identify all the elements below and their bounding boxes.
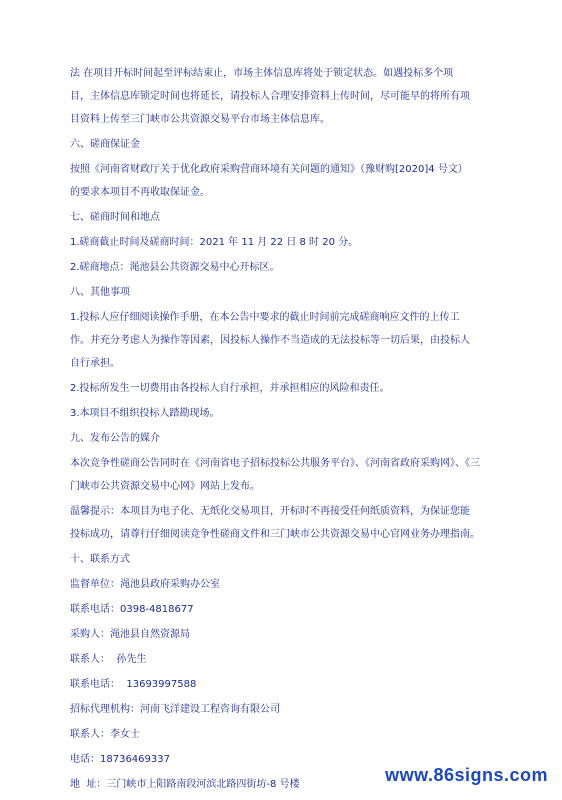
- contact-line: 采购人：渑池县自然资源局: [70, 629, 190, 640]
- paragraph-line: 自行承担。: [70, 358, 120, 369]
- section-heading: 七、磋商时间和地点: [70, 212, 160, 223]
- contact-line: 电话：18736469337: [70, 754, 170, 765]
- paragraph-line: 投标成功，请尊行仔细阅读竞争性磋商文件和三门峡市公共资源交易中心官网业务办理指南。: [70, 529, 480, 540]
- section-heading: 八、其他事项: [70, 287, 130, 298]
- paragraph-line: 2.投标所发生一切费用由各投标人自行承担，并承担相应的风险和责任。: [70, 383, 390, 394]
- contact-line: 联系电话：0398-4818677: [70, 604, 194, 615]
- paragraph-line: 按照《河南省财政厅关于优化政府采购营商环境有关问题的通知》（豫财购[2020]4 号文）: [70, 164, 468, 175]
- paragraph-line: 1.磋商截止时间及磋商时间：2021 年 11 月 22 日 8 时 20 分。: [70, 237, 359, 248]
- section-heading: 九、发布公告的媒介: [70, 433, 160, 444]
- section-heading: 十、联系方式: [70, 554, 130, 565]
- paragraph-line: 目，主体信息库锁定时间也将延长，请投标人合理安排资料上传时间，尽可能早的将所有项: [70, 91, 470, 102]
- contact-line: 联系电话： 13693997588: [70, 679, 197, 690]
- contact-line: 监督单位：渑池县政府采购办公室: [70, 579, 220, 590]
- section-heading: 六、磋商保证金: [70, 139, 140, 150]
- paragraph-line: 温馨提示：本项目为电子化、无纸化交易项目，开标时不再接受任何纸质资料，为保证您能: [70, 506, 470, 517]
- paragraph-line: 2.磋商地点：渑池县公共资源交易中心开标区。: [70, 262, 280, 273]
- contact-line: 联系人：李女士: [70, 729, 140, 740]
- paragraph-line: 1.投标人应仔细阅读操作手册，在本公告中要求的截止时间前完成磋商响应文件的上传工: [70, 312, 460, 323]
- contact-line: 地 址：三门峡市上阳路南段河滨北路四街坊-8 号楼: [70, 779, 300, 790]
- paragraph-line: 本次竞争性磋商公告同时在《河南省电子招标投标公共服务平台》、《河南省政府采购网》、《三: [70, 458, 480, 469]
- contact-line: 招标代理机构：河南飞洋建设工程咨询有限公司: [70, 704, 280, 715]
- paragraph-line: 的要求本项目不再收取保证金。: [70, 187, 210, 198]
- document-body: [70, 66, 506, 792]
- site-watermark: www.86signs.com: [385, 765, 548, 785]
- paragraph-line: 法 在项目开标时间起至评标结束止，市场主体信息库将处于锁定状态。如遇投标多个项: [70, 68, 454, 79]
- paragraph-line: 目资料上传至三门峡市公共资源交易平台市场主体信息库。: [70, 114, 330, 125]
- paragraph-line: 作。并充分考虑人为操作等因素，因投标人操作不当造成的无法投标等一切后果，由投标人: [70, 335, 470, 346]
- contact-line: 联系人： 孙先生: [70, 654, 147, 665]
- paragraph-line: 3.本项目不组织投标人踏勘现场。: [70, 408, 220, 419]
- paragraph-line: 门峡市公共资源交易中心网》网站上发布。: [70, 481, 260, 492]
